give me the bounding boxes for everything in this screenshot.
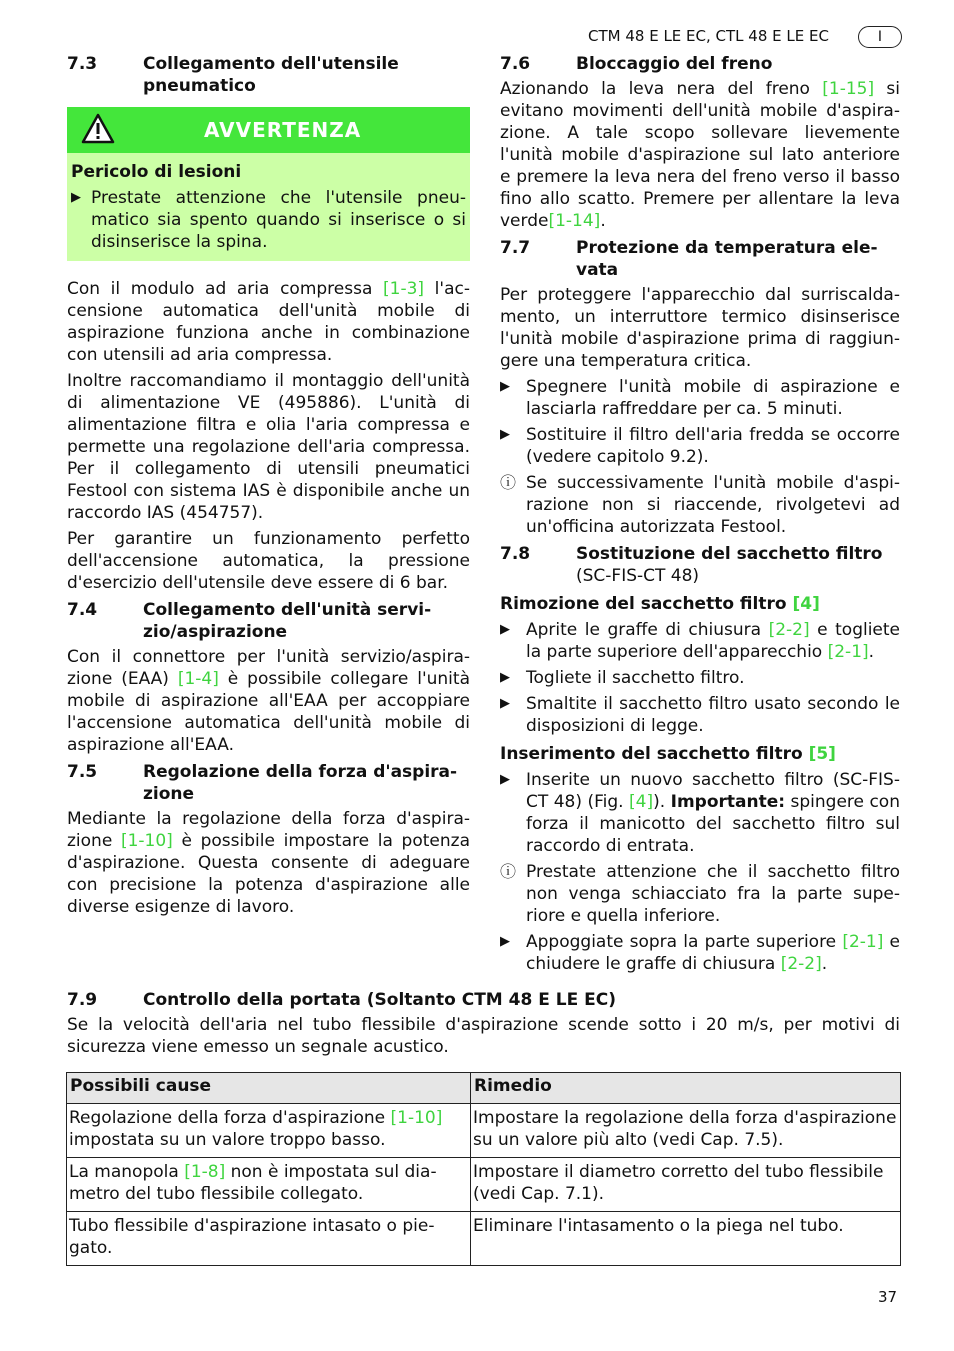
- triangle-bullet-icon: ▶: [500, 670, 510, 685]
- list-item: ▶ Aprite le graffe di chiusura [2-2] e togliete la parte superiore dell'apparecchio [2-1].: [500, 620, 901, 662]
- list-item: ▶ Sostituire il filtro dell'aria fredda se occorre (vedere capitolo 9.2).: [500, 425, 900, 467]
- table-cell: Impostare la regolazione della forza d'aspirazione su un valore più alto (vedi Cap. 7.5).: [471, 1104, 901, 1158]
- section-7-7-heading: 7.7 Protezione da temperatura elevata: [500, 238, 878, 280]
- paragraph: Inoltre raccomandiamo il montaggio dell'unità di alimentazione VE (495886). L'unità di alimentazione filtra e olia l'aria compressa e permette una regolazione dell'aria compressa. Per il collegamento di utensili pneumatici Festool con sistema IAS è disponibile anche un raccordo IAS (454757).: [67, 371, 470, 523]
- figure-reference: [4]: [792, 594, 820, 614]
- figure-reference: [2-1]: [842, 932, 884, 952]
- figure-reference: [5]: [808, 744, 836, 764]
- paragraph: Mediante la regolazione della forza d'aspirazione [1-10] è possibile impostare la potenza d'aspirazione. Questa consente di adeguare con precisione la potenza d'aspirazione alle diverse esigenze di lavoro.: [67, 809, 470, 917]
- warning-box: [67, 107, 470, 261]
- table-cell: La manopola [1-8] non è impostata sul diametro del tubo flessibile collegato.: [67, 1158, 471, 1212]
- figure-reference: [2-1]: [827, 642, 869, 662]
- table-row: [67, 1104, 901, 1158]
- paragraph: Se la velocità dell'aria nel tubo flessibile d'aspirazione scende sotto i 20 m/s, per motivi di sicurezza viene emesso un segnale acustico.: [67, 1015, 900, 1057]
- table-cell: Impostare il diametro corretto del tubo flessibile (vedi Cap. 7.1).: [471, 1158, 901, 1212]
- paragraph: Azionando la leva nera del freno [1-15] si evitano movimenti dell'unità mobile d'aspirazione. A tale scopo sollevare lievemente l'unità mobile d'aspirazione sul lato anteriore e premere la leva nera del freno verso il basso fino allo scatto. Premere per allentare la leva verde[1-14].: [500, 79, 900, 231]
- table-cell: Eliminare l'intasamento o la piega nel tubo.: [471, 1212, 901, 1266]
- figure-reference: [1-15]: [822, 79, 875, 99]
- list-item: ▶ Inserite un nuovo sacchetto filtro (SC-FIS-CT 48) (Fig. [4]). Importante: spingere con forza il manicotto del sacchetto filtro sul raccordo di entrata.: [500, 770, 900, 856]
- table-row: [67, 1158, 901, 1212]
- paragraph: Con il connettore per l'unità servizio/aspirazione (EAA) [1-4] è possibile collegare l'unità mobile di aspirazione all'EAA per accoppiare l'accensione automatica dell'unità mobile di aspirazione all'EAA.: [67, 647, 470, 755]
- triangle-bullet-icon: ▶: [500, 427, 510, 442]
- table-cell: Tubo flessibile d'aspirazione intasato o piegato.: [67, 1212, 471, 1266]
- warning-title: AVVERTENZA: [204, 118, 362, 142]
- info-note: ⓘ Se successivamente l'unità mobile d'aspirazione non si riaccende, rivolgetevi ad un'officina autorizzata Festool.: [500, 473, 900, 537]
- figure-reference: [1-8]: [184, 1162, 226, 1182]
- triangle-bullet-icon: ▶: [71, 190, 81, 205]
- right-column: [500, 53, 900, 979]
- column-header: Rimedio: [471, 1073, 901, 1104]
- header-models: CTM 48 E LE EC, CTL 48 E LE EC: [588, 27, 829, 45]
- left-column: [67, 53, 470, 922]
- triangle-bullet-icon: ▶: [500, 622, 510, 637]
- figure-reference: [1-10]: [120, 831, 173, 851]
- section-7-6-heading: 7.6 Bloccaggio del freno: [500, 54, 773, 74]
- info-note: ⓘ Prestate attenzione che il sacchetto filtro non venga schiacciato fra la parte superiore e quella inferiore.: [500, 862, 900, 926]
- page-header: [588, 25, 908, 49]
- section-7-9-heading: 7.9 Controllo della portata (Soltanto CTM 48 E LE EC): [67, 990, 616, 1010]
- removal-heading: Rimozione del sacchetto filtro [4]: [500, 594, 820, 614]
- list-item: ▶ Spegnere l'unità mobile di aspirazione e lasciarla raffreddare per ca. 5 minuti.: [500, 377, 900, 419]
- paragraph: Con il modulo ad aria compressa [1-3] l'accensione automatica dell'unità mobile di aspirazione funziona anche in combinazione con utensili ad aria compressa.: [67, 279, 470, 365]
- table-row: [67, 1212, 901, 1266]
- language-badge: I: [858, 26, 902, 48]
- figure-reference: [1-4]: [177, 669, 219, 689]
- warning-header: [67, 107, 470, 153]
- section-7-5-heading: 7.5 Regolazione della forza d'aspirazione: [67, 762, 458, 804]
- column-header: Possibili cause: [67, 1073, 471, 1104]
- section-7-4-heading: 7.4 Collegamento dell'unità servizio/aspirazione: [67, 600, 432, 642]
- section-7-8-subtitle: (SC-FIS-CT 48): [576, 566, 700, 586]
- paragraph: Per proteggere l'apparecchio dal surriscaldamento, un interruttore termico disinserisce l'unità mobile d'aspirazione prima di raggiungere una temperatura critica.: [500, 285, 900, 371]
- info-icon: ⓘ: [500, 473, 517, 492]
- paragraph: Per garantire un funzionamento perfetto dell'accensione automatica, la pressione d'esercizio dell'utensile deve essere di 6 bar.: [67, 529, 470, 593]
- table-cell: Regolazione della forza d'aspirazione [1-10] impostata su un valore troppo basso.: [67, 1104, 471, 1158]
- insertion-heading: Inserimento del sacchetto filtro [5]: [500, 744, 836, 764]
- triangle-bullet-icon: ▶: [500, 379, 510, 394]
- warning-bullet: ▶ Prestate attenzione che l'utensile pneumatico sia spento quando si inserisce o si disinserisce la spina.: [71, 188, 466, 252]
- section-7-3-heading: 7.3 Collegamento dell'utensile pneumatico: [67, 54, 399, 96]
- list-item: ▶ Smaltite il sacchetto filtro usato secondo le disposizioni di legge.: [500, 694, 900, 736]
- figure-reference: [2-2]: [768, 620, 810, 640]
- triangle-bullet-icon: ▶: [500, 696, 510, 711]
- troubleshooting-table: [66, 1072, 901, 1266]
- triangle-bullet-icon: ▶: [500, 772, 510, 787]
- triangle-bullet-icon: ▶: [500, 934, 510, 949]
- warning-subtitle: Pericolo di lesioni: [71, 162, 242, 182]
- list-item: ▶ Appoggiate sopra la parte superiore [2-1] e chiudere le graffe di chiusura [2-2].: [500, 932, 900, 974]
- figure-reference: [2-2]: [780, 954, 822, 974]
- figure-reference: [1-3]: [383, 279, 425, 299]
- table-header-row: [67, 1073, 901, 1104]
- section-7-9: [67, 989, 900, 1062]
- info-icon: ⓘ: [500, 862, 517, 881]
- section-7-8-heading: 7.8 Sostituzione del sacchetto filtro: [500, 544, 883, 564]
- figure-reference: [1-10]: [390, 1108, 443, 1128]
- page-number: 37: [878, 1288, 898, 1306]
- list-item: ▶ Togliete il sacchetto filtro.: [500, 668, 745, 688]
- warning-triangle-icon: [81, 112, 115, 152]
- figure-reference: [4]: [629, 792, 654, 812]
- figure-reference: [1-14]: [548, 211, 601, 231]
